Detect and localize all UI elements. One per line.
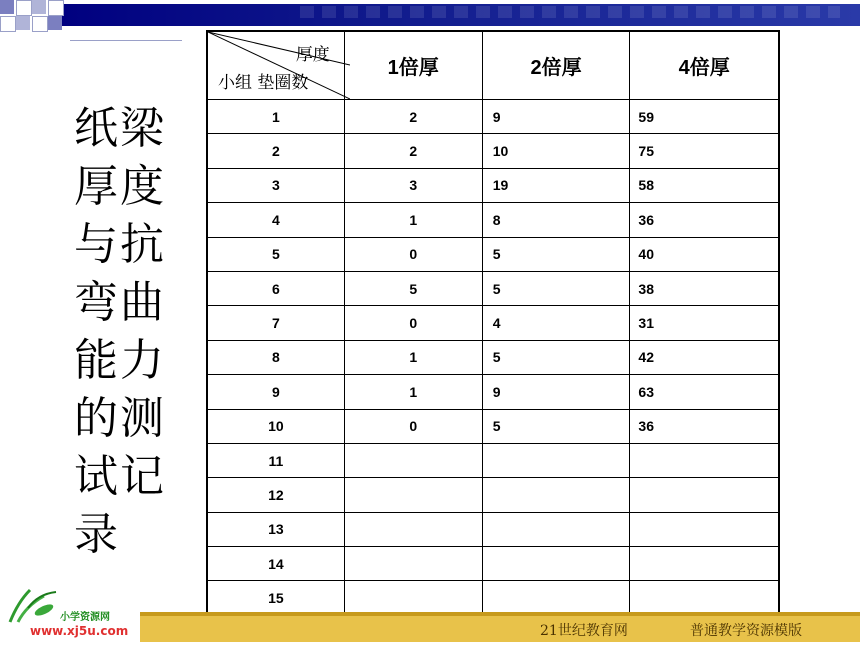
decor-square [48,0,64,16]
group-cell: 2 [207,134,344,168]
logo-url-text: www.xj5u.com [30,624,129,638]
one-thickness-cell: 2 [344,100,482,134]
decor-square [16,0,32,16]
footer-site-name: 21世纪教育网 [540,623,628,639]
group-cell: 1 [207,100,344,134]
two-thickness-cell [482,581,630,616]
decor-square [16,16,30,30]
side-title-line: 能力 [74,335,166,386]
decor-square [32,0,46,14]
decor-square [0,16,16,32]
group-cell: 11 [207,443,344,477]
four-thickness-cell: 36 [630,203,779,237]
group-cell: 12 [207,478,344,512]
group-cell: 4 [207,203,344,237]
column-header: 4倍厚 [630,31,779,100]
one-thickness-cell: 3 [344,168,482,202]
one-thickness-cell [344,478,482,512]
side-title-line: 弯曲 [74,277,166,328]
top-banner [0,0,860,30]
four-thickness-cell: 42 [630,340,779,374]
corner-header-cell [207,31,344,100]
one-thickness-cell: 2 [344,134,482,168]
side-title-line: 与抗 [74,219,166,270]
group-cell: 8 [207,340,344,374]
two-thickness-cell: 10 [482,134,630,168]
one-thickness-cell: 1 [344,340,482,374]
four-thickness-cell [630,443,779,477]
column-header: 2倍厚 [482,31,630,100]
two-thickness-cell: 5 [482,340,630,374]
group-cell: 10 [207,409,344,443]
corner-label-group-washers: 小组 垫圈数 [218,73,309,93]
table-row [207,237,779,271]
four-thickness-cell [630,581,779,616]
top-banner-faint-text [300,6,840,18]
decor-line [70,40,182,41]
four-thickness-cell: 40 [630,237,779,271]
table-row [207,443,779,477]
group-cell: 3 [207,168,344,202]
four-thickness-cell [630,512,779,546]
side-title-line: 试记 [74,451,166,502]
table-row [207,581,779,616]
one-thickness-cell [344,443,482,477]
four-thickness-cell: 75 [630,134,779,168]
bamboo-logo-icon [4,584,64,624]
one-thickness-cell [344,581,482,616]
table-row [207,306,779,340]
one-thickness-cell: 0 [344,306,482,340]
corner-label-thickness: 厚度 [295,45,330,65]
two-thickness-cell [482,478,630,512]
group-cell: 9 [207,375,344,409]
table-row [207,409,779,443]
group-cell: 7 [207,306,344,340]
four-thickness-cell: 58 [630,168,779,202]
site-logo [0,578,150,645]
side-title-line: 的测 [74,393,166,444]
group-cell: 5 [207,237,344,271]
column-header: 1倍厚 [344,31,482,100]
one-thickness-cell [344,547,482,581]
side-title-line: 厚度 [74,161,166,212]
two-thickness-cell: 5 [482,237,630,271]
one-thickness-cell [344,512,482,546]
one-thickness-cell: 0 [344,409,482,443]
table-row [207,547,779,581]
test-record-table [206,30,780,617]
group-cell: 14 [207,547,344,581]
two-thickness-cell [482,547,630,581]
side-title-line: 纸梁 [74,103,166,154]
table-row [207,168,779,202]
decor-square [0,0,14,14]
four-thickness-cell [630,478,779,512]
four-thickness-cell [630,547,779,581]
table-row [207,512,779,546]
table-row [207,134,779,168]
table-row [207,100,779,134]
one-thickness-cell: 5 [344,271,482,305]
table-row [207,375,779,409]
table-header-row [207,31,779,100]
decor-square [48,16,62,30]
four-thickness-cell: 36 [630,409,779,443]
one-thickness-cell: 1 [344,375,482,409]
group-cell: 6 [207,271,344,305]
logo-cn-text: 小学资源网 [60,612,110,623]
table-row [207,478,779,512]
four-thickness-cell: 59 [630,100,779,134]
side-title-line: 录 [74,509,120,560]
table-row [207,340,779,374]
two-thickness-cell: 4 [482,306,630,340]
group-cell: 13 [207,512,344,546]
two-thickness-cell: 9 [482,375,630,409]
four-thickness-cell: 38 [630,271,779,305]
side-title [74,100,174,564]
one-thickness-cell: 1 [344,203,482,237]
two-thickness-cell [482,512,630,546]
two-thickness-cell: 8 [482,203,630,237]
table-row [207,271,779,305]
two-thickness-cell: 5 [482,271,630,305]
four-thickness-cell: 63 [630,375,779,409]
group-cell: 15 [207,581,344,616]
decor-square [32,16,48,32]
two-thickness-cell: 19 [482,168,630,202]
table-row [207,203,779,237]
four-thickness-cell: 31 [630,306,779,340]
two-thickness-cell: 5 [482,409,630,443]
footer-template-name: 普通教学资源模版 [690,623,802,639]
two-thickness-cell: 9 [482,100,630,134]
two-thickness-cell [482,443,630,477]
one-thickness-cell: 0 [344,237,482,271]
